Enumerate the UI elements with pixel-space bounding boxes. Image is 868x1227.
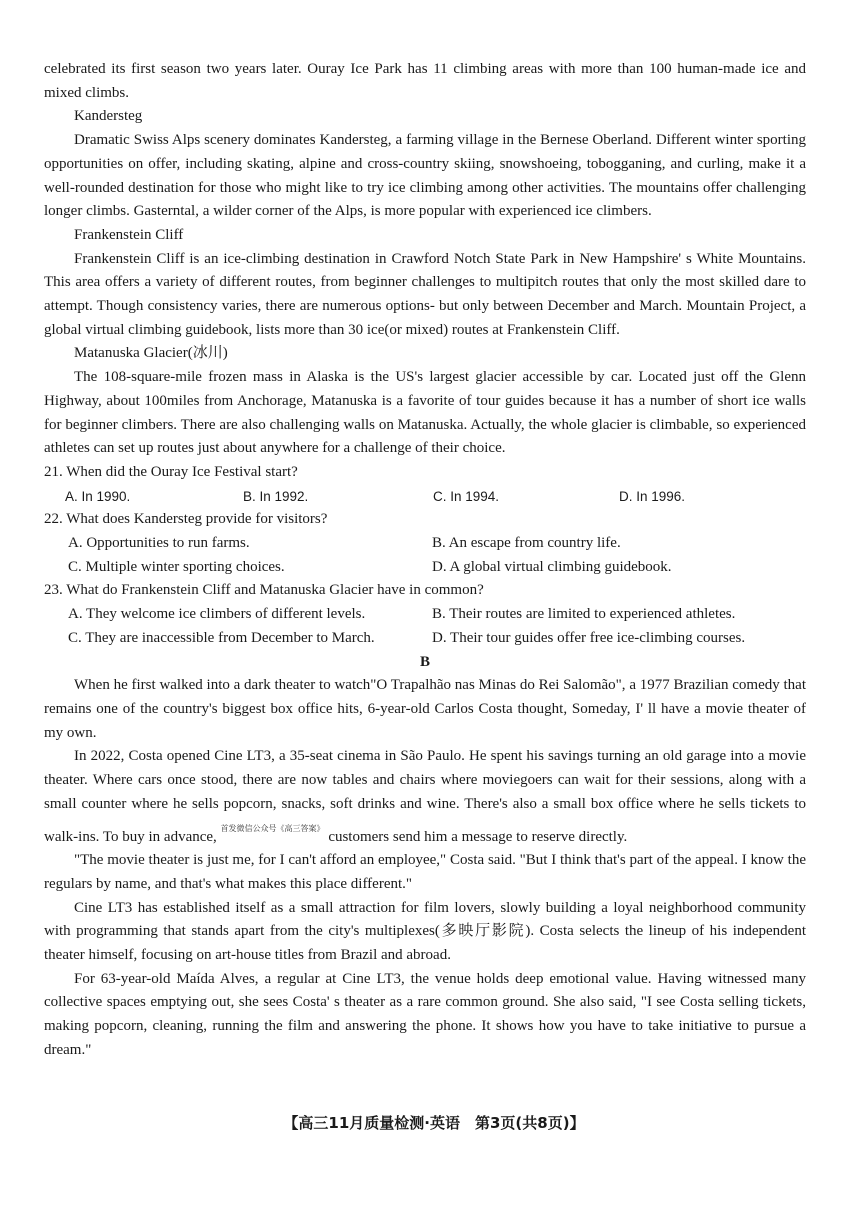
q21-option-c: C. In 1994.	[433, 488, 500, 504]
kandersteg-paragraph: Dramatic Swiss Alps scenery dominates Kandersteg, a farming village in the Bernese Oberland. Different winter sporting opportunities on offer, including skating, alpine and cross-country skiing, snowshoeing, tobogganing, and curling, make it a well-rounded destination for those who might like to try ice climbing among other activities. The mountains offer challenging longer climbs. Gasterntal, a wilder corner of the Alps, is more popular with experienced ice climbers.	[44, 132, 806, 220]
passage-b-paragraph-2-start: In 2022, Costa opened Cine LT3, a 35-seat cinema in São Paulo. He spent his savings turning an old garage into a movie theater. Where cars once stood, there are now tables and chairs where moviegoers can wait for their sessions, along with a small counter where he sells popcorn, snacks, soft drinks and wine. There's also a small box office where he sells tickets to walk-ins. To buy in advance,	[44, 748, 806, 845]
passage-b-paragraph-4: Cine LT3 has established itself as a small attraction for film lovers, slowly building a loyal neighborhood community with programming that stands apart from the city's multiplexes(多映厅影院). Costa selects the lineup of his independent theater himself, focusing on art-house titles from Brazil and abroad.	[44, 899, 806, 964]
page-body	[44, 58, 806, 1063]
watermark-text: 首发微信公众号《高三答案》	[220, 823, 325, 833]
matanuska-paragraph: The 108-square-mile frozen mass in Alaska is the US's largest glacier accessible by car. Located just off the Glenn Highway, about 100miles from Anchorage, Matanuska is a favorite of tour guides because it has a number of short ice walls for beginner climbers. There are also challenging walls on Matanuska. Actually, the whole glacier is climbable, so experienced athletes can set up routes just about anywhere for a challenge of their choice.	[44, 369, 806, 457]
q23-option-c: C. They are inaccessible from December to March.	[68, 629, 375, 646]
passage-b-paragraph-5: For 63-year-old Maída Alves, a regular at Cine LT3, the venue holds deep emotional value. Having witnessed many collective spaces emptying out, she sees Costa' s theater as a rare common ground. She also said, "I see Costa selling tickets, making popcorn, cleaning, running the film and answering the phone. It shows how you have to take initiative to pursue a dream."	[44, 970, 806, 1058]
passage-b-paragraph-2	[44, 745, 806, 849]
passage-a-intro: celebrated its first season two years later. Ouray Ice Park has 11 climbing areas with more than 100 human-made ice and mixed climbs.	[44, 61, 806, 101]
matanuska-heading: Matanuska Glacier(冰川)	[74, 345, 228, 362]
q22-option-b: B. An escape from country life.	[432, 535, 621, 552]
question-22-stem: 22. What does Kandersteg provide for visitors?	[44, 511, 328, 528]
frankenstein-paragraph: Frankenstein Cliff is an ice-climbing destination in Crawford Notch State Park in New Hampshire' s White Mountains. This area offers a variety of different routes, from beginner challenges to multipitch routes that only the most skilled dare to attempt. Though consistency varies, there are numerous options- but only between December and March. Mountain Project, a global virtual climbing guidebook, lists more than 30 ice(or mixed) routes at Frankenstein Cliff.	[44, 250, 806, 338]
frankenstein-heading: Frankenstein Cliff	[74, 226, 184, 243]
passage-b-paragraph-3: "The movie theater is just me, for I can't afford an employee," Costa said. "But I think that's part of the appeal. I know the regulars by name, and that's what makes this place different."	[44, 852, 806, 892]
q22-option-c: C. Multiple winter sporting choices.	[68, 558, 285, 575]
q21-option-d: D. In 1996.	[619, 488, 686, 504]
q23-option-a: A. They welcome ice climbers of different levels.	[68, 606, 366, 623]
q21-option-b: B. In 1992.	[243, 488, 309, 504]
q21-option-a: A. In 1990.	[65, 488, 131, 504]
q22-option-a: A. Opportunities to run farms.	[68, 535, 250, 552]
kandersteg-heading: Kandersteg	[74, 108, 143, 125]
section-b-label: B	[419, 653, 430, 670]
question-22-options	[44, 532, 806, 579]
q23-option-b: B. Their routes are limited to experienced athletes.	[432, 606, 736, 623]
question-21-stem: 21. When did the Ouray Ice Festival start?	[44, 463, 298, 480]
q23-option-d: D. Their tour guides offer free ice-climbing courses.	[432, 629, 746, 646]
page-footer: 【高三11月质量检测·英语 第3页(共8页)】	[283, 1114, 585, 1132]
question-21-options	[44, 485, 806, 509]
passage-b-paragraph-2-end: customers send him a message to reserve directly.	[328, 828, 628, 845]
question-23-stem: 23. What do Frankenstein Cliff and Matanuska Glacier have in common?	[44, 582, 484, 599]
passage-b-paragraph-1: When he first walked into a dark theater to watch"O Trapalhão nas Minas do Rei Salomão", a 1977 Brazilian comedy that remains one of the country's biggest box office hits, 6-year-old Carlos Costa thought, Someday, I' ll have a movie theater of my own.	[44, 677, 806, 741]
question-23-options	[44, 603, 806, 650]
q22-option-d: D. A global virtual climbing guidebook.	[432, 558, 672, 575]
